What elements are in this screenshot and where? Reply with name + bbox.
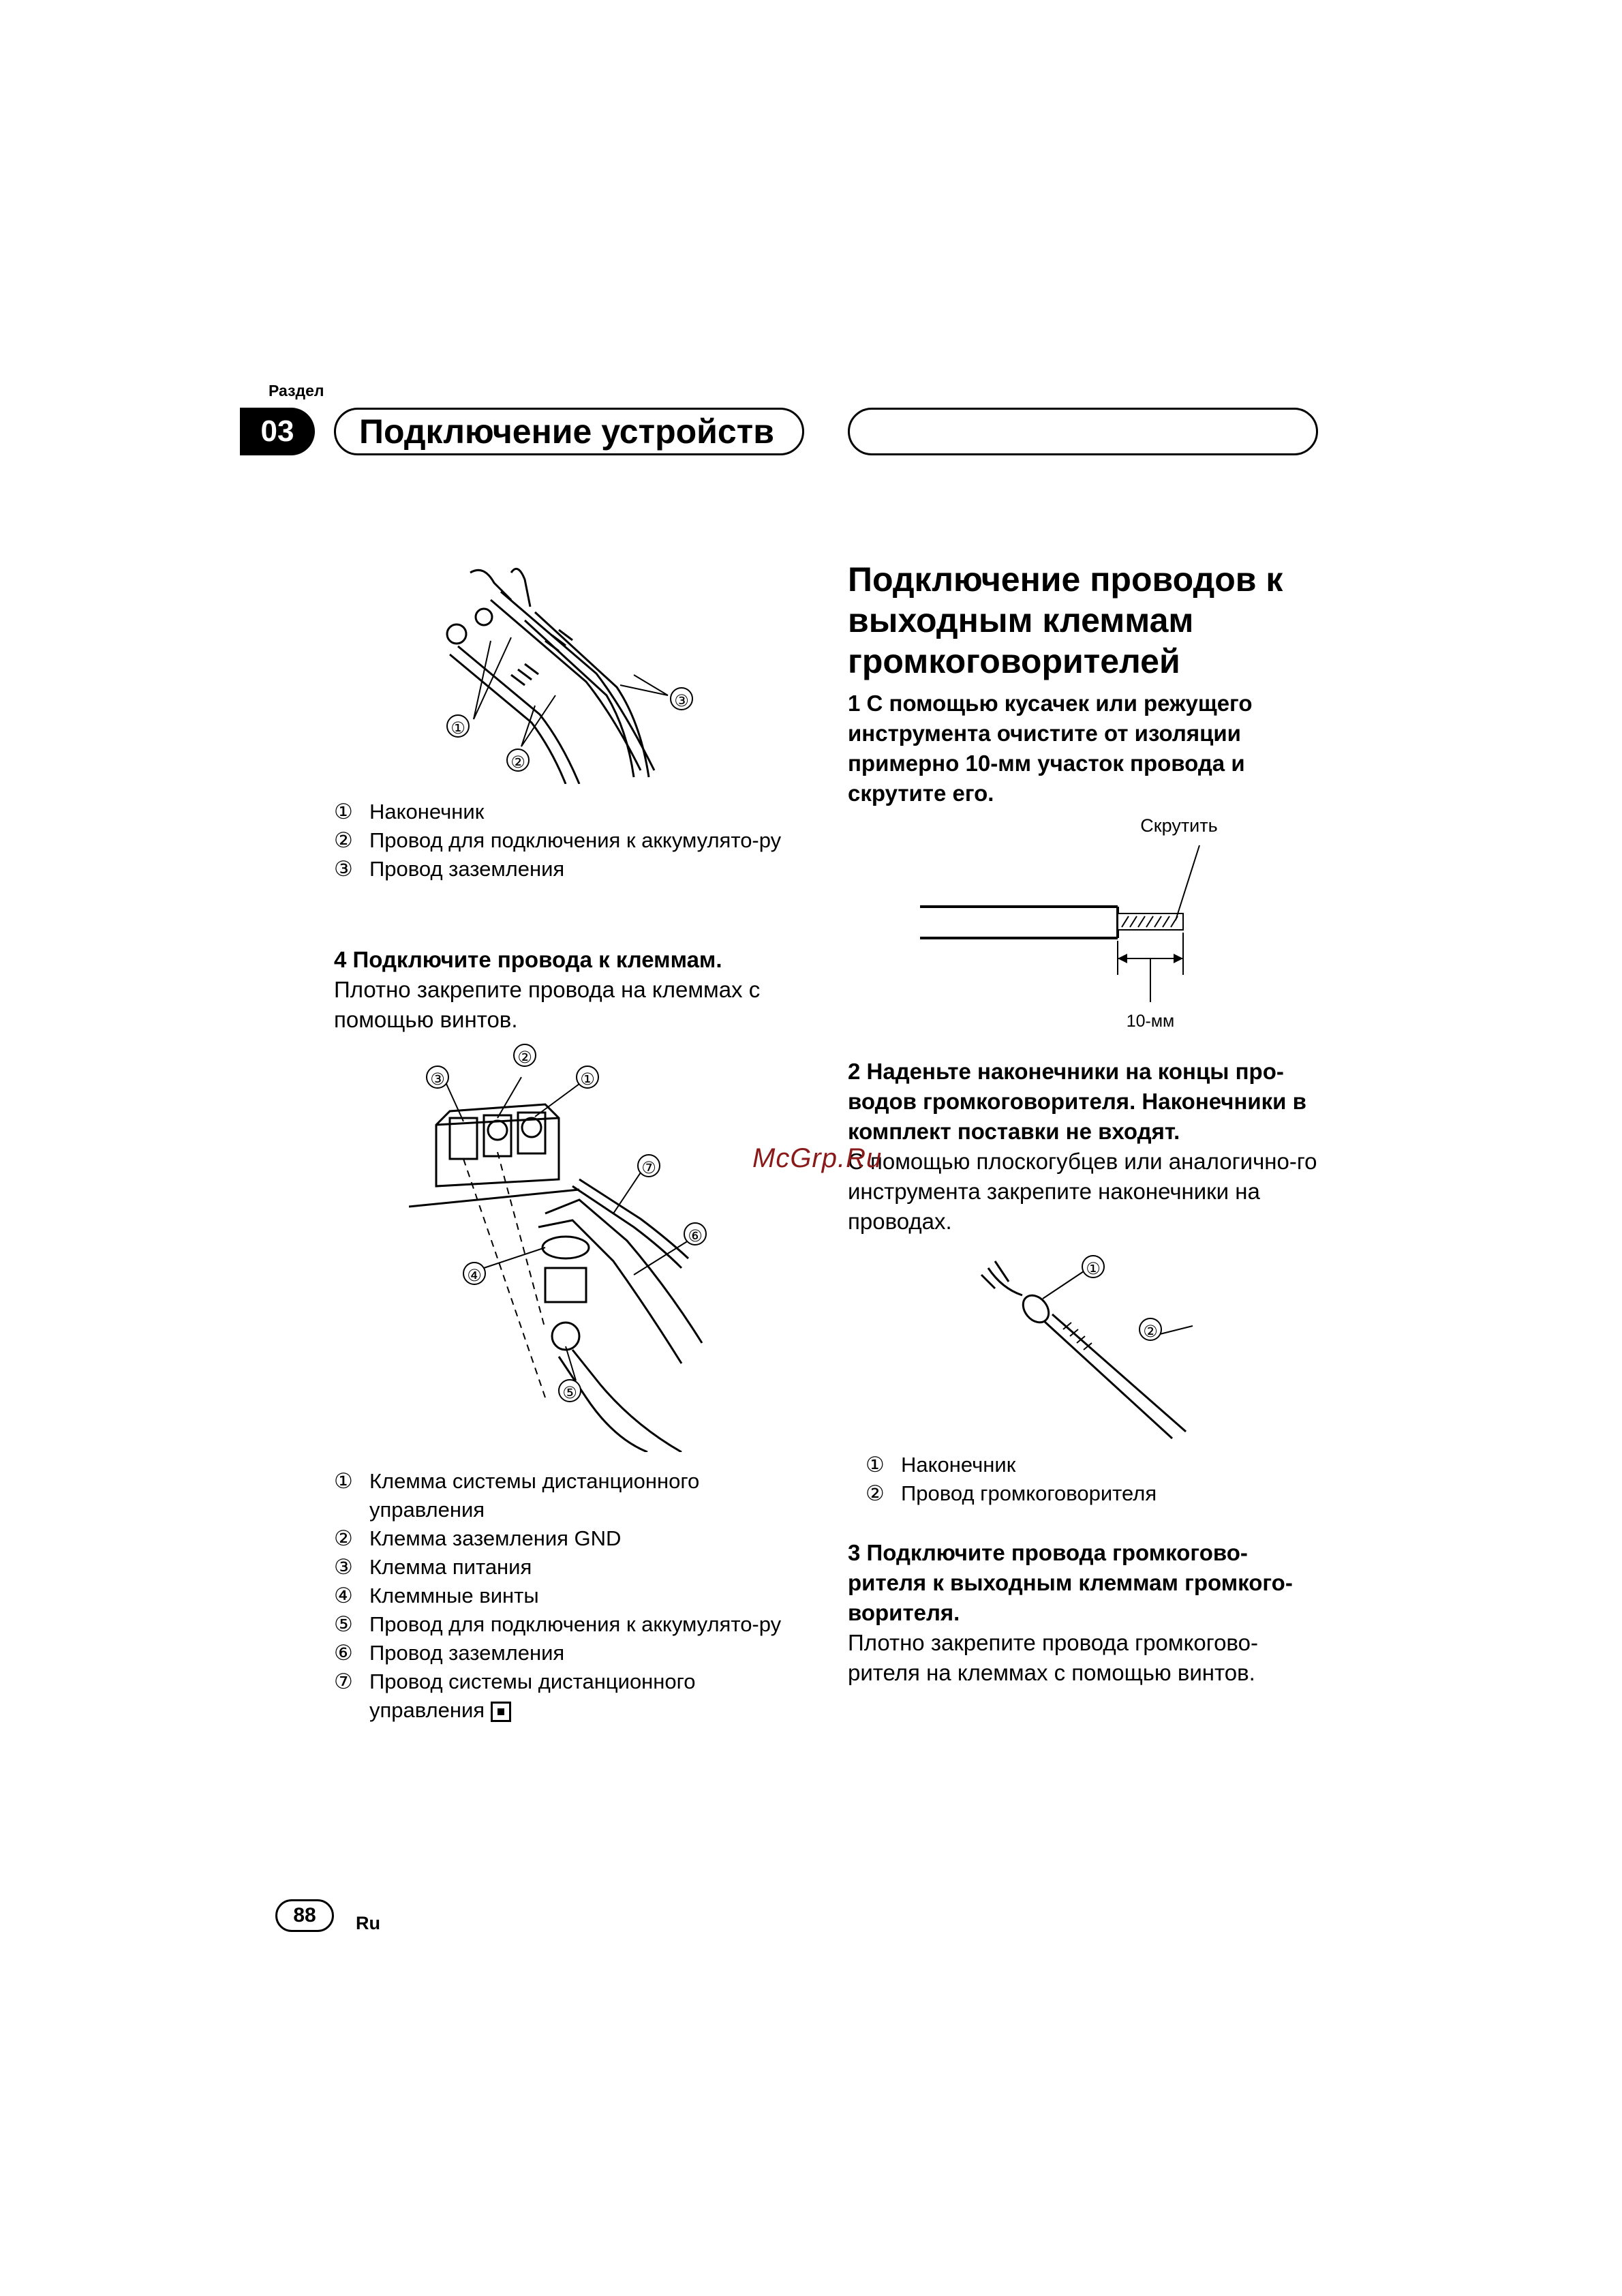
fig2-callout-6: ⑥ [688,1227,703,1245]
watermark: McGrp.Ru [752,1143,883,1173]
fig1-callout-3: ③ [674,692,689,710]
fig2-callout-1: ① [580,1070,595,1089]
chapter-title: Подключение устройств [334,408,804,455]
fig2-callout-7: ⑦ [641,1159,656,1177]
fig1-legend [334,798,804,883]
fig3-twist-label: Скрутить [1140,815,1218,836]
legend-item: ① Наконечник [866,1453,1016,1477]
legend-item: ⑥ Провод заземления [334,1641,565,1665]
step3-text: Плотно закрепите провода громкогово-рителя на клеммах с помощью винтов. [848,1630,1258,1685]
legend-item: ⑦ Провод системы дистанционного управления [334,1670,696,1722]
fig2-callout-5: ⑤ [562,1384,577,1402]
language-code: Ru [356,1913,380,1933]
chapter-title-empty-pill [848,408,1318,455]
end-of-section-icon [491,1702,511,1722]
fig2-callout-2: ② [517,1048,532,1067]
step3-title: 3 Подключите провода громкогово-рителя к выходным клеммам громкого-ворителя. [848,1540,1293,1625]
step4-text: Плотно закрепите провода на клеммах с помощью винтов. [334,977,761,1032]
fig3-length-label: 10-мм [1126,1012,1175,1031]
legend-item: ① Клемма системы дистанционного управления [334,1469,700,1522]
step2-text: С помощью плоскогубцев или аналогично-го инструмента закрепите наконечники на проводах. [848,1149,1317,1234]
legend-item: ② Провод для подключения к аккумулято-ру [334,828,782,852]
fig2-callout-3: ③ [430,1070,445,1089]
legend-item: ③ Клемма питания [334,1555,532,1579]
section-number-badge: 03 [240,408,315,455]
step1-title: 1 С помощью кусачек или режущего инструмента очистите от изоляции примерно 10-мм участок провода и скрутите его. [848,691,1253,806]
fig1-callout-1: ① [450,719,465,738]
figure-wire-terminals [409,559,736,784]
article-title: Подключение проводов к выходным клеммам громкоговорителей [848,560,1283,680]
fig4-legend [866,1451,1318,1508]
legend-item: ④ Клеммные винты [334,1584,539,1607]
legend-item: ③ Провод заземления [334,857,565,881]
fig2-callout-4: ④ [467,1267,482,1285]
fig4-callout-2: ② [1143,1323,1158,1341]
section-label: Раздел [269,382,324,399]
fig2-legend [334,1467,804,1725]
legend-item: ⑤ Провод для подключения к аккумулято-ру [334,1612,782,1636]
legend-item: ② Провод громкоговорителя [866,1481,1157,1505]
figure-terminal-block [409,1043,736,1452]
step2-title: 2 Наденьте наконечники на концы про-водов громкоговорителя. Наконечники в комплект поставки не входят. [848,1059,1306,1144]
step4-title: 4 Подключите провода к клеммам. [334,947,722,972]
fig4-callout-1: ① [1086,1260,1101,1278]
legend-item: ② Клемма заземления GND [334,1526,622,1550]
legend-item: ① Наконечник [334,800,485,824]
figure-fork-terminal [968,1234,1199,1445]
figure-stripped-wire [913,811,1268,1036]
fig1-callout-2: ② [510,753,525,772]
page-number: 88 [275,1899,334,1932]
